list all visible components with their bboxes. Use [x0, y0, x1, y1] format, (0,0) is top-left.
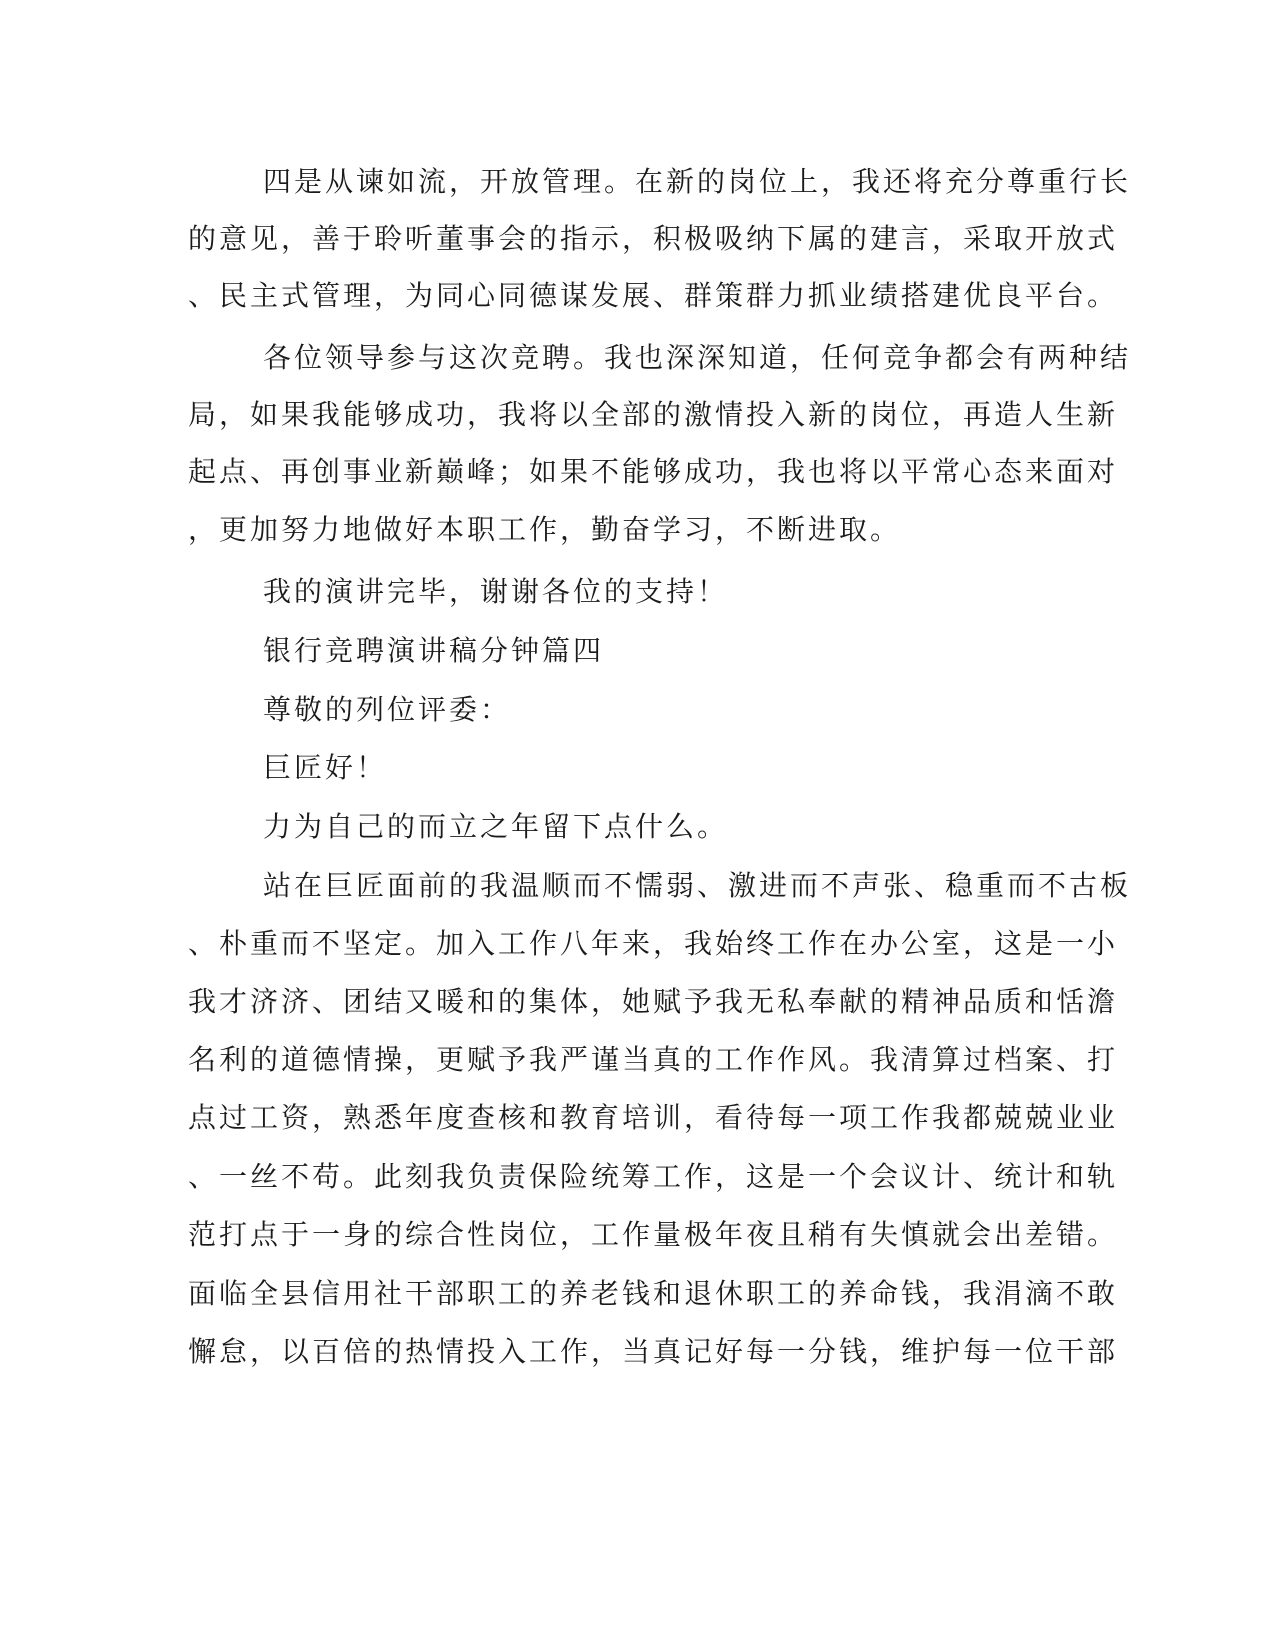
- paragraph-line: 起点、再创事业新巅峰；如果不能够成功，我也将以平常心态来面对: [188, 455, 1119, 488]
- paragraph-line: 范打点于一身的综合性岗位，工作量极年夜且稍有失慎就会出差错。: [188, 1218, 1119, 1251]
- paragraph-line: 四是从谏如流，开放管理。在新的岗位上，我还将充分尊重行长: [263, 165, 1132, 198]
- paragraph-line: 站在巨匠面前的我温顺而不懦弱、激进而不声张、稳重而不古板: [263, 869, 1132, 902]
- greeting: 巨匠好！: [263, 751, 388, 784]
- paragraph-line: 名利的道德情操，更赋予我严谨当真的工作作风。我清算过档案、打: [188, 1043, 1119, 1076]
- paragraph-line: 我的演讲完毕，谢谢各位的支持！: [263, 575, 729, 608]
- paragraph-line: 局，如果我能够成功，我将以全部的激情投入新的岗位，再造人生新: [188, 398, 1119, 431]
- paragraph-line: 、朴重而不坚定。加入工作八年来，我始终工作在办公室，这是一小: [188, 927, 1119, 960]
- section-heading: 银行竞聘演讲稿分钟篇四: [263, 634, 605, 667]
- paragraph-line: 点过工资，熟悉年度查核和教育培训，看待每一项工作我都兢兢业业: [188, 1101, 1119, 1134]
- paragraph-line: 懈怠，以百倍的热情投入工作，当真记好每一分钱，维护每一位干部: [188, 1335, 1119, 1368]
- paragraph-line: ，更加努力地做好本职工作，勤奋学习，不断进取。: [188, 513, 902, 546]
- paragraph-line: 的意见，善于聆听董事会的指示，积极吸纳下属的建言，采取开放式: [188, 222, 1119, 255]
- paragraph-line: 、一丝不苟。此刻我负责保险统筹工作，这是一个会议计、统计和轨: [188, 1160, 1119, 1193]
- paragraph-line: 面临全县信用社干部职工的养老钱和退休职工的养命钱，我涓滴不敢: [188, 1277, 1119, 1310]
- salutation: 尊敬的列位评委：: [263, 693, 512, 726]
- paragraph-line: 我才济济、团结又暖和的集体，她赋予我无私奉献的精神品质和恬澹: [188, 985, 1119, 1018]
- paragraph-line: 、民主式管理，为同心同德谋发展、群策群力抓业绩搭建优良平台。: [188, 279, 1119, 312]
- paragraph-line: 力为自己的而立之年留下点什么。: [263, 810, 729, 843]
- paragraph-line: 各位领导参与这次竞聘。我也深深知道，任何竞争都会有两种结: [263, 341, 1132, 374]
